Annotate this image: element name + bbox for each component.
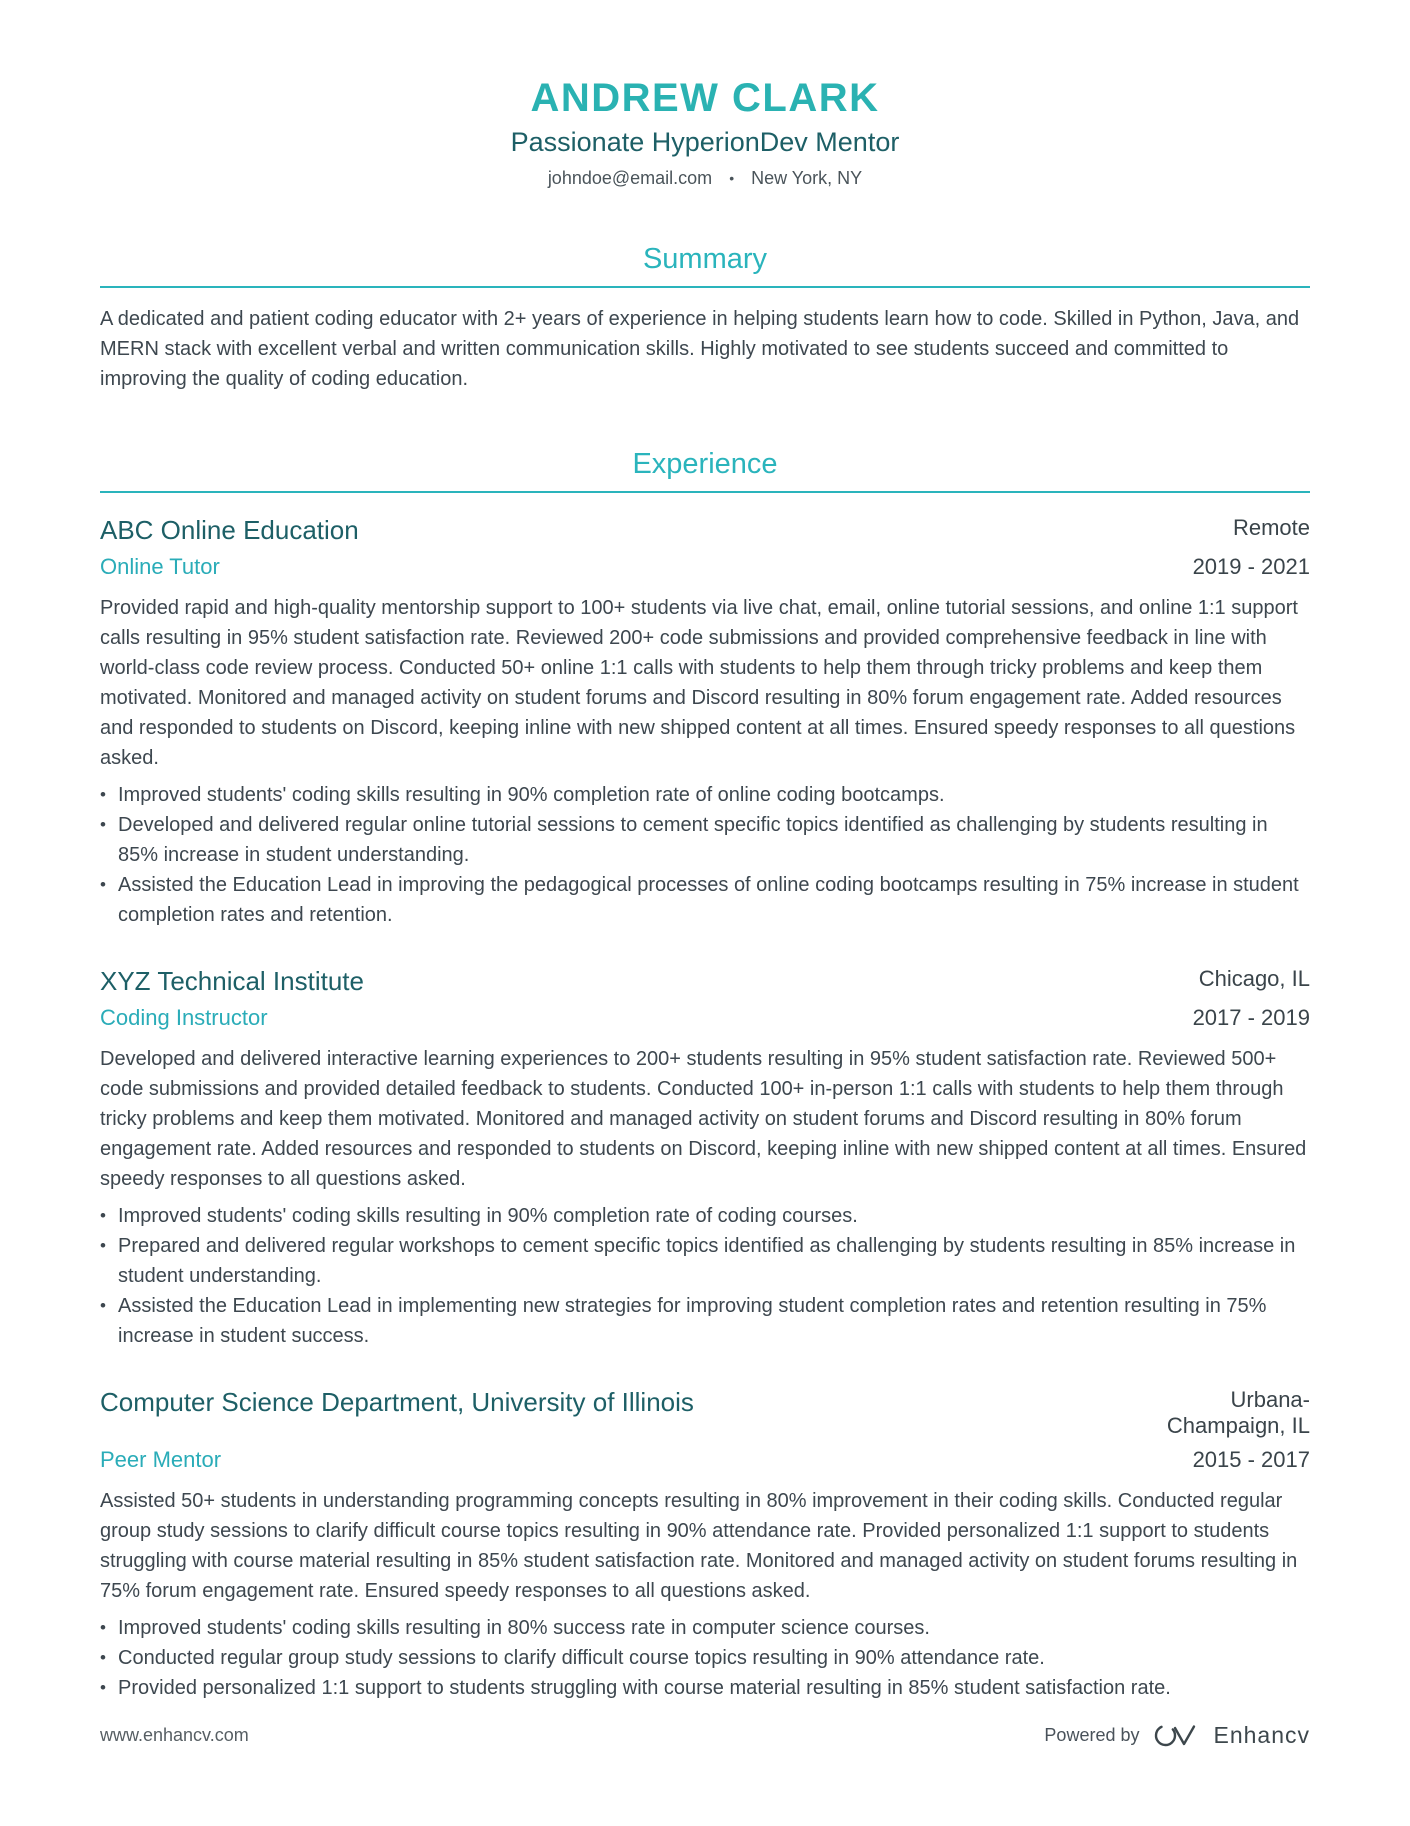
bullet-dot-icon: •: [100, 1678, 106, 1697]
contact-location: New York, NY: [751, 168, 863, 188]
resume-content: [100, 0, 1310, 1703]
job-header-row: [100, 515, 1310, 546]
bullet-text: Provided personalized 1:1 support to students struggling with course material resulting in 85% student satisfaction rate.: [118, 1677, 1171, 1699]
summary-heading: Summary: [100, 243, 1310, 288]
contact-line: [100, 168, 1310, 189]
bullet-text: Improved students' coding skills resulting in 80% success rate in computer science courses.: [118, 1617, 930, 1639]
job-role: Peer Mentor: [100, 1447, 222, 1472]
job-role-row: [100, 1447, 1310, 1473]
bullet-text: Prepared and delivered regular workshops to cement specific topics identified as challenging by students resulting in 85% increase in student understanding.: [118, 1235, 1296, 1287]
person-headline: Passionate HyperionDev Mentor: [510, 127, 900, 157]
summary-section: [100, 243, 1310, 394]
job-dates: 2015 - 2017: [1192, 1447, 1310, 1472]
bullet-dot-icon: •: [100, 815, 106, 834]
bullet-item: [100, 1231, 1310, 1291]
job-location: Remote: [1232, 515, 1310, 540]
experience-heading: Experience: [100, 448, 1310, 493]
job-role-row: [100, 1005, 1310, 1031]
resume-header: [100, 0, 1310, 189]
bullet-dot-icon: •: [100, 785, 106, 804]
bullet-item: [100, 1643, 1310, 1673]
experience-section: [100, 448, 1310, 1703]
job-entry: [100, 966, 1310, 1351]
bullet-separator-icon: •: [729, 170, 735, 186]
job-entry: [100, 1387, 1310, 1703]
powered-by-label: Powered by: [1044, 1725, 1140, 1745]
bullet-text: Developed and delivered regular online tutorial sessions to cement specific topics identified as challenging by students resulting in 85% increase in student understanding.: [118, 814, 1268, 866]
job-location: Urbana-Champaign, IL: [1166, 1387, 1310, 1438]
company-name: XYZ Technical Institute: [100, 966, 364, 996]
bullet-dot-icon: •: [100, 1618, 106, 1637]
powered-by-enhancv-link[interactable]: [1044, 1722, 1310, 1749]
bullet-text: Assisted the Education Lead in improving the pedagogical processes of online coding bootcamps resulting in 75% increase in student completion rates and retention.: [118, 874, 1299, 926]
job-description: Assisted 50+ students in understanding programming concepts resulting in 80% improvement in their coding skills. Conducted regular group study sessions to clarify difficult course topics resulting in 90% attendance rate. Provided personalized 1:1 support to students struggling with course material resulting in 85% student satisfaction rate. Monitored and managed activity on student forums resulting in 75% forum engagement rate. Ensured speedy responses to all questions asked.: [100, 1490, 1298, 1602]
job-header-row: [100, 966, 1310, 997]
job-description: Provided rapid and high-quality mentorship support to 100+ students via live chat, email, online tutorial sessions, and online 1:1 support calls resulting in 95% student satisfaction rate. Reviewed 200+ code submissions and provided comprehensive feedback in line with world-class code review process. Conducted 50+ online 1:1 calls with students to help them through tricky problems and keep them motivated. Monitored and managed activity on student forums and Discord resulting in 80% forum engagement rate. Added resources and responded to students on Discord, keeping inline with new shipped content at all times. Ensured speedy responses to all questions asked.: [100, 597, 1298, 769]
contact-email: johndoe@email.com: [547, 168, 713, 188]
job-bullets: [100, 1201, 1310, 1351]
bullet-item: [100, 1613, 1310, 1643]
bullet-dot-icon: •: [100, 875, 106, 894]
bullet-dot-icon: •: [100, 1648, 106, 1667]
company-name: Computer Science Department, University of Illinois: [100, 1387, 694, 1417]
bullet-item: [100, 780, 1310, 810]
job-header-row: [100, 1387, 1310, 1439]
summary-text: A dedicated and patient coding educator with 2+ years of experience in helping students learn how to code. Skilled in Python, Java, and MERN stack with excellent verbal and written communication skills. Highly motivated to see students succeed and committed to improving the quality of coding education.: [100, 308, 1300, 390]
bullet-text: Improved students' coding skills resulting in 90% completion rate of online coding bootcamps.: [118, 784, 945, 806]
enhancv-logo-icon: [1153, 1722, 1199, 1749]
person-name: ANDREW CLARK: [530, 76, 880, 120]
job-bullets: [100, 1613, 1310, 1703]
company-name: ABC Online Education: [100, 515, 359, 545]
bullet-dot-icon: •: [100, 1236, 106, 1255]
job-role-row: [100, 554, 1310, 580]
job-dates: 2019 - 2021: [1192, 554, 1310, 579]
bullet-item: [100, 870, 1310, 930]
bullet-text: Assisted the Education Lead in implementing new strategies for improving student completion rates and retention resulting in 75% increase in student success.: [118, 1295, 1267, 1347]
job-role: Online Tutor: [100, 554, 220, 579]
job-location: Chicago, IL: [1198, 966, 1310, 991]
bullet-item: [100, 1673, 1310, 1703]
job-dates: 2017 - 2019: [1192, 1005, 1310, 1030]
enhancv-website-link[interactable]: www.enhancv.com: [100, 1725, 249, 1745]
job-entry: [100, 515, 1310, 930]
bullet-text: Improved students' coding skills resulting in 90% completion rate of coding courses.: [118, 1205, 858, 1227]
job-role: Coding Instructor: [100, 1005, 268, 1030]
enhancv-brand-name: Enhancv: [1213, 1722, 1310, 1748]
job-description: Developed and delivered interactive learning experiences to 200+ students resulting in 95% student satisfaction rate. Reviewed 500+ code submissions and provided detailed feedback to students. Conducted 100+ in-person 1:1 calls with students to help them through tricky problems and keep them motivated. Monitored and managed activity on student forums and Discord resulting in 80% forum engagement rate. Added resources and responded to students on Discord, keeping inline with new shipped content at all times. Ensured speedy responses to all questions asked.: [100, 1048, 1307, 1190]
bullet-text: Conducted regular group study sessions to clarify difficult course topics resulting in 90% attendance rate.: [118, 1647, 1045, 1669]
bullet-item: [100, 1201, 1310, 1231]
bullet-item: [100, 1291, 1310, 1351]
bullet-dot-icon: •: [100, 1206, 106, 1225]
bullet-dot-icon: •: [100, 1296, 106, 1315]
job-bullets: [100, 780, 1310, 930]
page-footer: [100, 1722, 1310, 1749]
bullet-item: [100, 810, 1310, 870]
